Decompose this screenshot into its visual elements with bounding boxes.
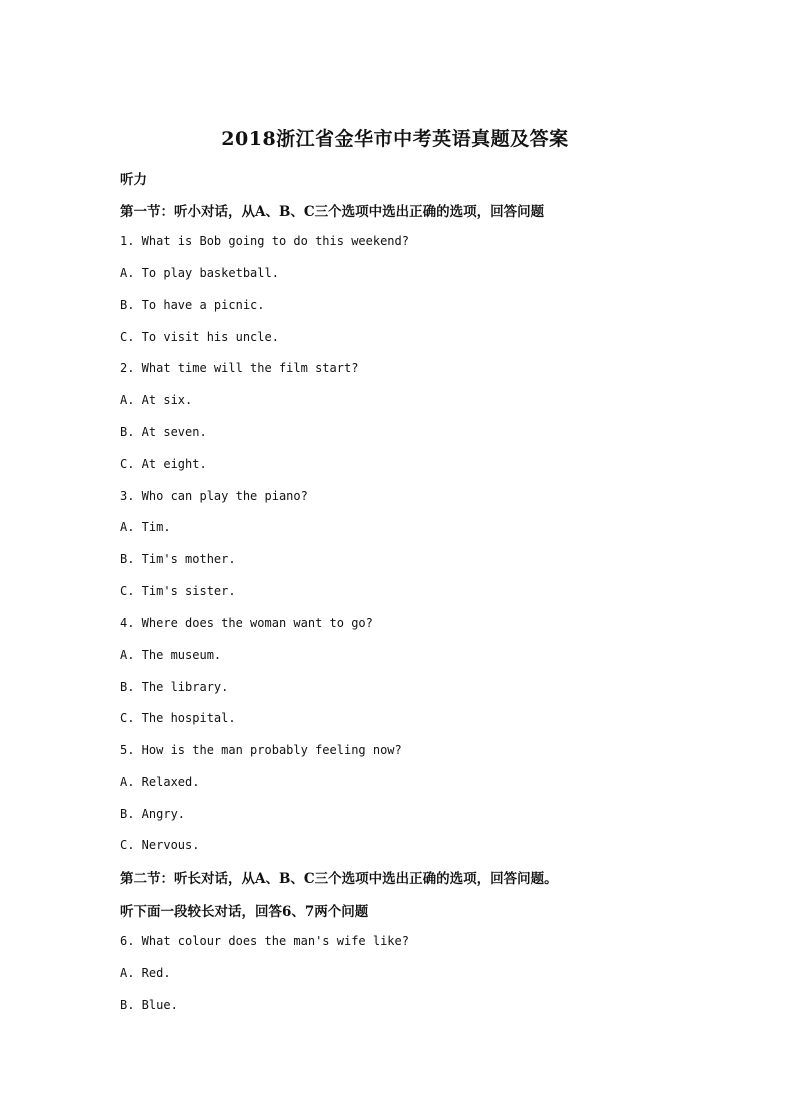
option-line: C. Nervous.	[120, 838, 200, 852]
option-line: A. Tim.	[120, 520, 171, 534]
question-line: 2. What time will the film start?	[120, 361, 359, 375]
option-line: B. The library.	[120, 680, 229, 694]
option-line: A. At six.	[120, 393, 193, 407]
option-line: C. The hospital.	[120, 711, 236, 725]
document-title: 2018浙江省金华市中考英语真题及答案	[221, 128, 569, 150]
question-line: 4. Where does the woman want to go?	[120, 616, 373, 630]
option-line: A. The museum.	[120, 648, 222, 662]
option-line: B. Tim's mother.	[120, 552, 236, 566]
option-line: C. At eight.	[120, 457, 207, 471]
question-line: 6. What colour does the man's wife like?	[120, 934, 409, 948]
option-line: C. Tim's sister.	[120, 584, 236, 598]
question-line: 3. Who can play the piano?	[120, 489, 308, 503]
question-line: 1. What is Bob going to do this weekend?	[120, 234, 409, 248]
part2-subheading: 听下面一段较长对话，回答6、7两个问题	[120, 904, 369, 920]
option-line: B. Blue.	[120, 998, 178, 1012]
option-line: A. To play basketball.	[120, 266, 279, 280]
part1-heading: 第一节：听小对话，从A、B、C三个选项中选出正确的选项，回答问题	[120, 204, 545, 220]
section-label: 听力	[120, 172, 147, 188]
option-line: B. Angry.	[120, 807, 186, 821]
option-line: C. To visit his uncle.	[120, 330, 279, 344]
question-line: 5. How is the man probably feeling now?	[120, 743, 402, 757]
part2-heading: 第二节：听长对话，从A、B、C三个选项中选出正确的选项，回答问题。	[120, 871, 558, 887]
option-line: B. At seven.	[120, 425, 207, 439]
option-line: A. Red.	[120, 966, 171, 980]
option-line: B. To have a picnic.	[120, 298, 265, 312]
option-line: A. Relaxed.	[120, 775, 200, 789]
